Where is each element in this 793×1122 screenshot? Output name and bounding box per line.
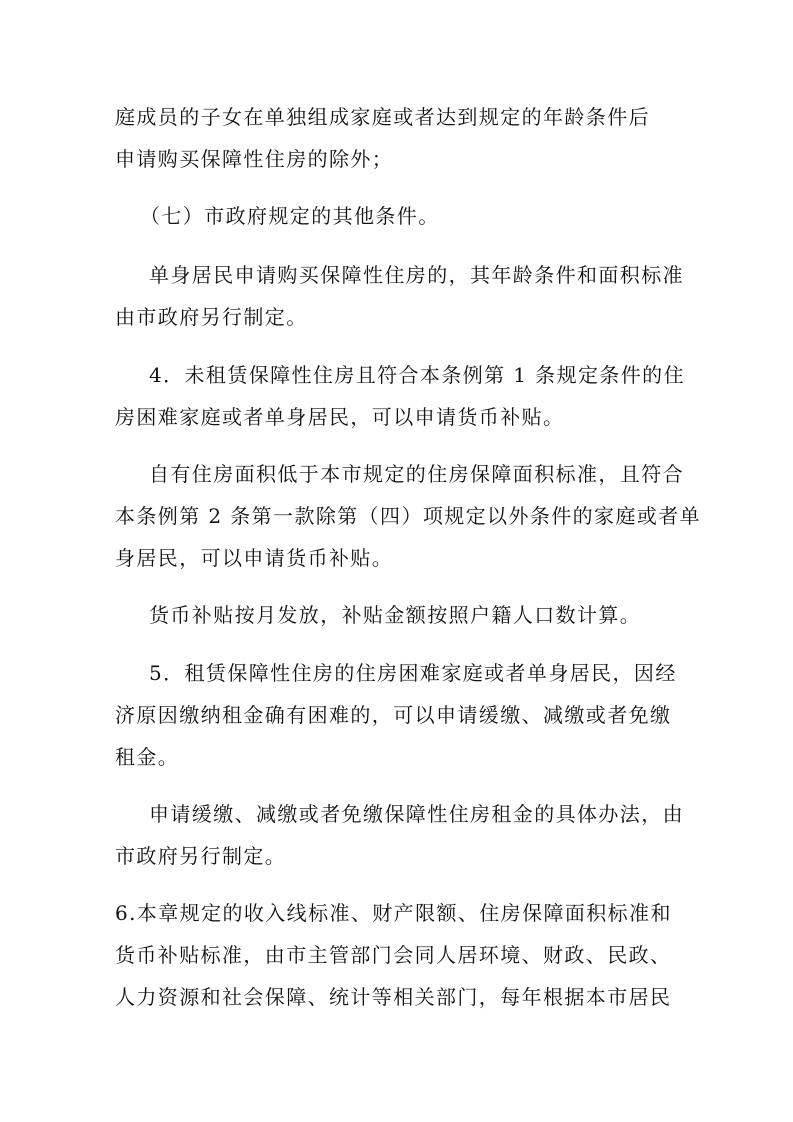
text-line: 身居民，可以申请货币补贴。	[115, 546, 394, 570]
text-line: 6.本章规定的收入线标准、财产限额、住房保障面积标准和	[115, 901, 672, 925]
text-line: 市政府另行制定。	[115, 844, 287, 868]
text-line: 济原因缴纳租金确有困难的，可以申请缓缴、减缴或者免缴	[115, 703, 672, 727]
text-line: 庭成员的子女在单独组成家庭或者达到规定的年龄条件后	[115, 105, 650, 129]
text-line: 货币补贴按月发放，补贴金额按照户籍人口数计算。	[149, 603, 642, 627]
text-line: 4．未租赁保障性住房且符合本条例第 1 条规定条件的住	[149, 363, 685, 387]
text-line: 5．租赁保障性住房的住房困难家庭或者单身居民，因经	[149, 661, 677, 685]
text-line: 货币补贴标准，由市主管部门会同人居环境、财政、民政、	[115, 943, 672, 967]
text-line: 申请购买保障性住房的除外；	[115, 147, 394, 171]
text-line: 由市政府另行制定。	[115, 305, 308, 329]
text-line: 本条例第 2 条第一款除第（四）项规定以外条件的家庭或者单	[115, 504, 702, 528]
text-line: （七）市政府规定的其他条件。	[140, 204, 440, 228]
text-line: 租金。	[115, 745, 180, 769]
text-line: 人力资源和社会保障、统计等相关部门，每年根据本市居民	[115, 985, 672, 1009]
text-line: 申请缓缴、减缴或者免缴保障性住房租金的具体办法，由	[149, 802, 684, 826]
text-line: 房困难家庭或者单身居民，可以申请货币补贴。	[115, 405, 565, 429]
text-line: 自有住房面积低于本市规定的住房保障面积标准，且符合	[149, 462, 684, 486]
text-line: 单身居民申请购买保障性住房的，其年龄条件和面积标准	[149, 263, 684, 287]
